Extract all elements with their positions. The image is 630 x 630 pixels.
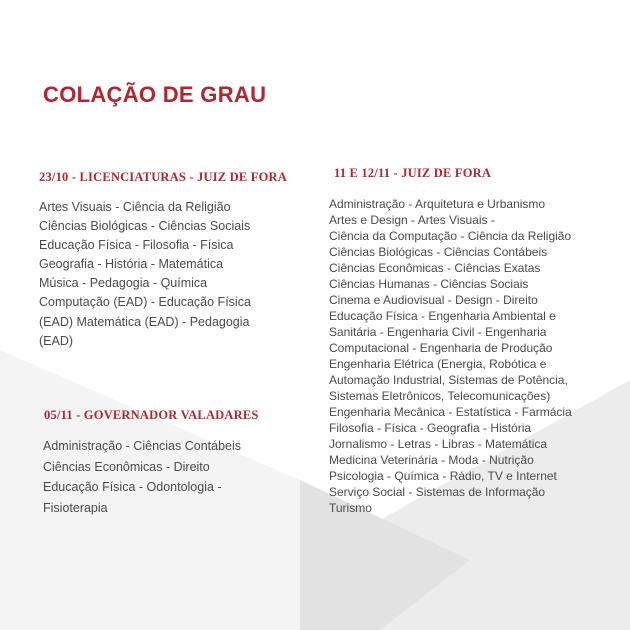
course-line: Geografia - História - Matemática <box>39 257 224 272</box>
section-heading-juiz-de-fora: 11 E 12/11 - JUIZ DE FORA <box>334 166 492 180</box>
course-line: Educação Física - Odontologia - <box>43 480 222 495</box>
course-line: Computação (EAD) - Educação Física <box>39 295 251 310</box>
course-line: Sanitária - Engenharia Civil - Engenharia <box>329 325 547 339</box>
course-line: Ciência da Computação - Ciência da Religião <box>329 229 572 243</box>
course-line: Administração - Arquitetura e Urbanismo <box>329 197 546 211</box>
course-line: Ciências Humanas - Ciências Sociais <box>329 277 529 291</box>
section-heading-licenciaturas: 23/10 - LICENCIATURAS - JUIZ DE FORA <box>39 170 287 184</box>
course-line: Ciências Biológicas - Ciências Contábeis <box>329 245 548 259</box>
course-line: Engenharia Mecânica - Estatística - Farmácia <box>329 405 572 419</box>
course-line: Computacional - Engenharia de Produção <box>329 341 553 355</box>
course-line: Ciências Econômicas - Direito <box>43 459 210 474</box>
course-line: (EAD) <box>39 333 74 348</box>
course-line: Educação Física - Engenharia Ambiental e <box>329 309 556 323</box>
course-line: Automação Industrial, Sistemas de Potência, <box>329 373 568 387</box>
course-line: Jornalismo - Letras - Libras - Matemática <box>329 437 548 451</box>
course-line: Música - Pedagogia - Química <box>39 276 208 291</box>
course-line: Artes e Design - Artes Visuais - <box>329 213 495 227</box>
course-line: Serviço Social - Sistemas de Informação <box>329 485 546 499</box>
course-line: Administração - Ciências Contábeis <box>43 439 242 453</box>
course-line: Educação Física - Filosofia - Física <box>39 238 234 253</box>
course-line: Fisioterapia <box>43 500 108 515</box>
course-list-juiz-de-fora <box>329 196 572 516</box>
course-line: Turismo <box>329 501 372 515</box>
course-list-governador-valadares <box>43 436 241 518</box>
course-line: Ciências Biológicas - Ciências Sociais <box>39 219 251 234</box>
course-line: Psicologia - Química - Rádio, TV e Internet <box>329 469 557 483</box>
course-line: Cinema e Audiovisual - Design - Direito <box>329 293 538 307</box>
course-line: Medicina Veterinária - Moda - Nutrição <box>329 453 534 467</box>
course-list-licenciaturas <box>39 198 251 351</box>
course-line: Artes Visuais - Ciência da Religião <box>39 200 231 214</box>
course-line: (EAD) Matemática (EAD) - Pedagogia <box>39 314 250 329</box>
course-line: Engenharia Elétrica (Energia, Robótica e <box>329 357 547 371</box>
course-line: Filosofia - Física - Geografia - História <box>329 421 532 435</box>
course-line: Sistemas Eletrônicos, Telecomunicações) <box>329 389 551 403</box>
course-line: Ciências Econômicas - Ciências Exatas <box>329 261 541 275</box>
page-title: COLAÇÃO DE GRAU <box>43 82 267 107</box>
section-heading-governador-valadares: 05/11 - GOVERNADOR VALADARES <box>44 408 259 422</box>
